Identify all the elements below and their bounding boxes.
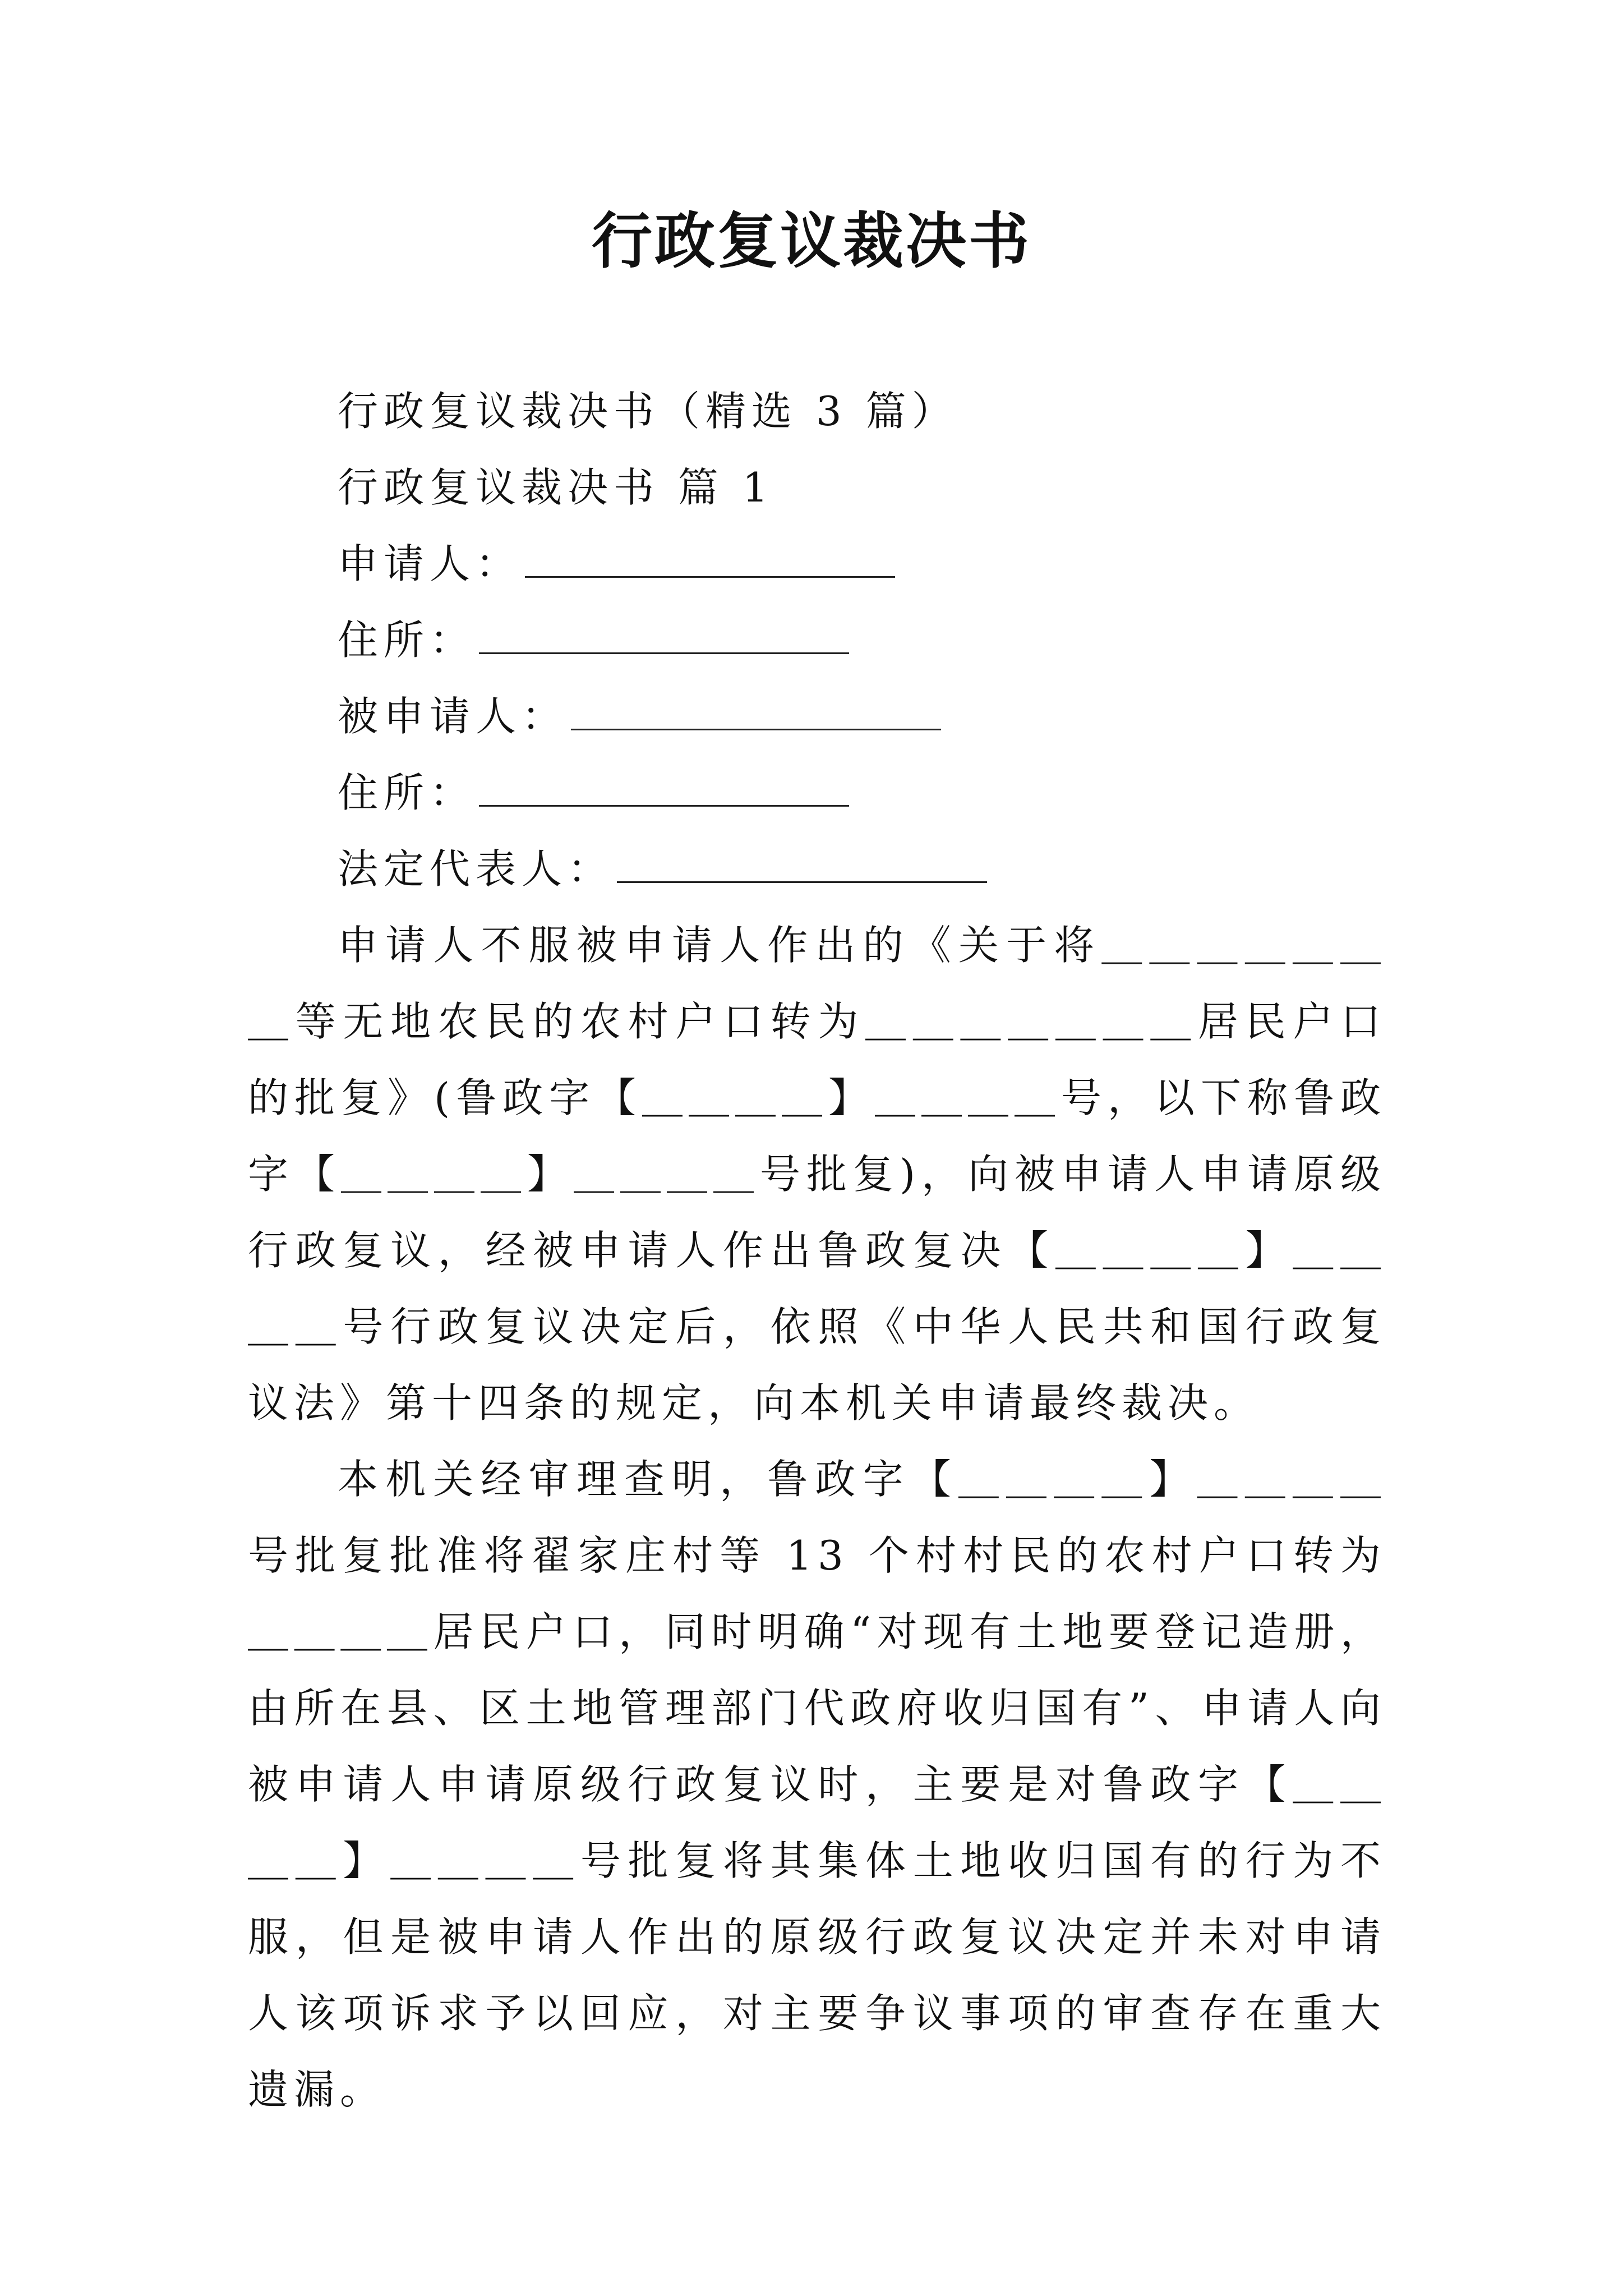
field-label: 住所： — [338, 616, 476, 664]
fill-in-blank — [525, 541, 895, 578]
document-title: 行政复议裁决书 — [591, 206, 1031, 277]
field-applicant-address — [248, 602, 1386, 678]
body-paragraph-1: 申请人不服被申请人作出的《关于将＿＿＿＿＿＿＿等无地农民的农村户口转为＿＿＿＿＿＿＿居民户口的批复》(鲁政字【＿＿＿＿】＿＿＿＿号，以下称鲁政字【＿＿＿＿】＿＿＿＿号批复)，向被申请人申请原级行政复议，经被申请人作出鲁政复决【＿＿＿＿】＿＿＿＿号行政复议决定后，依照《中华人民共和国行政复议法》第十四条的规定，向本机关申请最终裁决。 — [248, 922, 1386, 1427]
field-label: 住所： — [338, 769, 476, 816]
fill-in-blank — [479, 770, 849, 807]
section-heading: 行政复议裁决书 篇 1 — [338, 464, 774, 511]
fill-in-blank — [479, 618, 849, 654]
fill-in-blank — [617, 846, 987, 883]
document-body — [248, 373, 1386, 2128]
field-legal-representative — [248, 831, 1386, 907]
fill-in-blank — [571, 694, 941, 730]
field-label: 申请人： — [338, 540, 522, 587]
field-label: 被申请人： — [338, 693, 568, 740]
field-applicant — [248, 526, 1386, 602]
subtitle: 行政复议裁决书（精选 3 篇） — [338, 388, 958, 435]
field-respondent-address — [248, 754, 1386, 831]
field-respondent — [248, 678, 1386, 754]
field-label: 法定代表人： — [338, 845, 614, 892]
body-paragraph-2: 本机关经审理查明，鲁政字【＿＿＿＿】＿＿＿＿号批复批准将翟家庄村等 13 个村村民的农村户口转为＿＿＿＿居民户口，同时明确“对现有土地要登记造册，由所在县、区土地管理部门代政府收归国有”、申请人向被申请人申请原级行政复议时，主要是对鲁政字【＿＿＿＿】＿＿＿＿号批复将其集体土地收归国有的行为不服，但是被申请人作出的原级行政复议决定并未对申请人该项诉求予以回应，对主要争议事项的审查存在重大遗漏。 — [248, 1456, 1386, 2113]
